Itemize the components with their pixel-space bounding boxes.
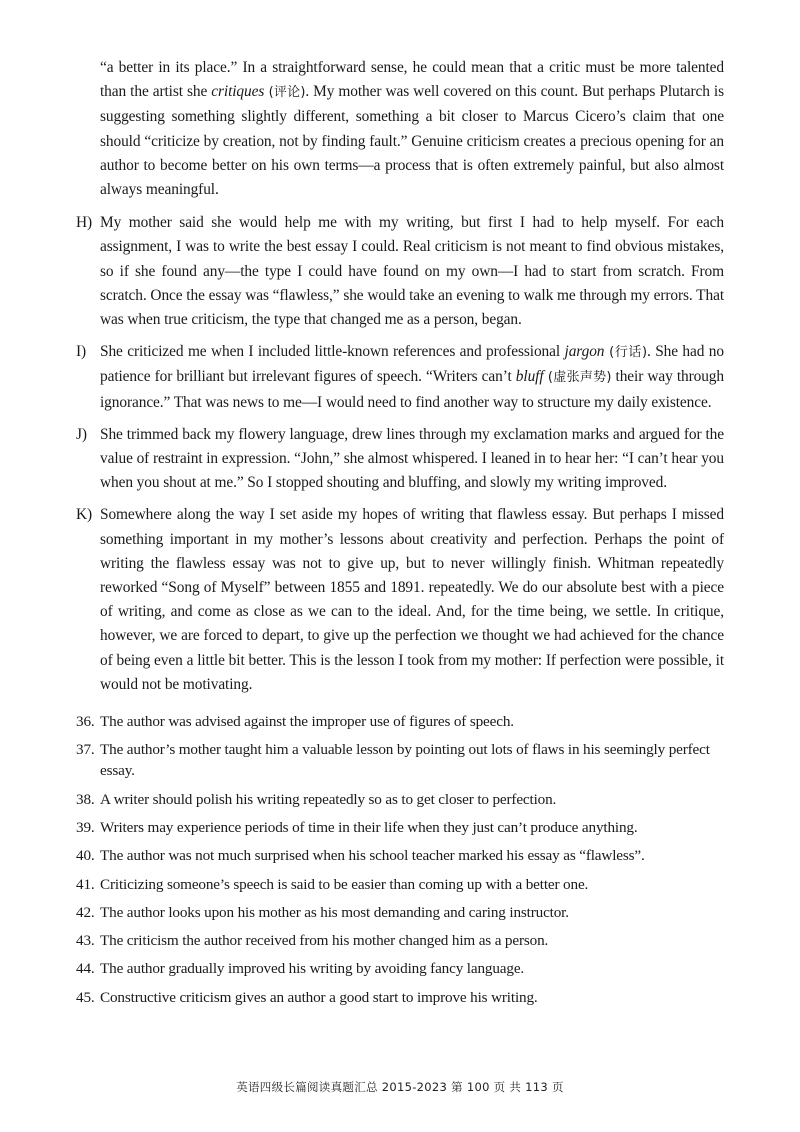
question-text: The author’s mother taught him a valuable lesson by pointing out lots of flaws in his seemingly perfect essay. (100, 741, 710, 780)
page-footer: 英语四级长篇阅读真题汇总 2015-2023 第 100 页 共 113 页 (236, 1080, 564, 1094)
text-run: . She had no patience for brilliant but irrelevant figures of speech. “Writers can’t (100, 343, 725, 386)
question-number: 44. (76, 960, 95, 978)
text-run: their way through ignorance.” That was news to me—I would need to find another way to structure my daily existence. (100, 368, 725, 411)
paragraph-text (100, 343, 724, 410)
question-item (76, 845, 724, 866)
paragraph-i (76, 340, 724, 415)
question-number: 36. (76, 713, 95, 731)
question-text: The author gradually improved his writing by avoiding fancy language. (100, 960, 525, 978)
question-item (76, 958, 724, 979)
question-number: 38. (76, 790, 95, 808)
chinese-gloss: (评论) (264, 85, 306, 101)
question-text: The author looks upon his mother as his most demanding and caring instructor. (100, 903, 569, 921)
paragraph-j (76, 423, 724, 496)
question-text: Constructive criticism gives an author a good start to improve his writing. (100, 988, 538, 1006)
paragraph-k (76, 503, 724, 697)
question-number: 41. (76, 875, 95, 893)
paragraph-label: I) (76, 343, 87, 361)
text-run: My mother said she would help me with my writing, but first I had to help myself. For each assignment, I was to write the best essay I could. Real criticism is not meant to find obvious mistakes, so if she found any—the type I could have found on my own—I had to start from scratch. From scratch. Once the essay was “flawless,” she would take an evening to walk me through my errors. That was when true criticism, the type that changed me as a person, began. (100, 214, 724, 329)
question-item (76, 789, 724, 810)
chinese-gloss: (行话) (604, 345, 647, 361)
question-number: 45. (76, 988, 95, 1006)
paragraph-text (100, 426, 724, 491)
chinese-gloss: (虚张声势) (543, 370, 612, 386)
paragraph-label: J) (76, 425, 87, 443)
question-list (76, 711, 724, 1008)
italic-term: critiques (211, 83, 265, 101)
question-text: The criticism the author received from his mother changed him as a person. (100, 932, 549, 950)
text-run: She criticized me when I included little-known references and professional (100, 343, 565, 361)
paragraph-label: K) (76, 506, 93, 524)
text-run: “a better in its place.” In a straightforward sense, he could mean that a critic must be more talented than the artist she (100, 59, 724, 101)
question-text: The author was not much surprised when his school teacher marked his essay as “flawless”. (100, 847, 645, 865)
question-text: A writer should polish his writing repeatedly so as to get closer to perfection. (100, 790, 557, 808)
question-item (76, 987, 724, 1008)
paragraph-text (100, 214, 724, 328)
paragraph-g-continuation (76, 56, 724, 202)
question-text: Criticizing someone’s speech is said to be easier than coming up with a better one. (100, 875, 589, 893)
question-number: 40. (76, 847, 95, 865)
italic-term: jargon (564, 343, 605, 361)
text-run: . My mother was well covered on this count. But perhaps Plutarch is suggesting something slightly different, something a bit closer to Marcus Cicero’s claim that one should “criticize by creation, not by finding fault.” Genuine criticism creates a precious opening for an author to become better on his own terms—a process that is often extremely painful, but also almost always meaningful. (100, 83, 724, 199)
question-number: 37. (76, 741, 95, 759)
paragraph-text (100, 506, 724, 692)
question-item (76, 739, 724, 781)
question-item (76, 874, 724, 895)
question-item (76, 902, 724, 923)
question-number: 42. (76, 903, 95, 921)
document-content (76, 56, 724, 1015)
question-item (76, 711, 724, 732)
paragraph-h (76, 211, 724, 332)
question-number: 39. (76, 818, 95, 836)
question-text: Writers may experience periods of time in their life when they just can’t produce anything. (100, 818, 638, 836)
text-run: She trimmed back my flowery language, drew lines through my exclamation marks and argued for the value of restraint in expression. “John,” she almost whispered. I leaned in to hear her: “I can’t hear you when you shout at me.” So I stopped shouting and bluffing, and slowly my writing improved. (100, 425, 724, 492)
question-item (76, 817, 724, 838)
text-run: Somewhere along the way I set aside my hopes of writing that flawless essay. But perhaps I missed something important in my mother’s lessons about creativity and perfection. Perhaps the point of writing the flawless essay was not to give up, but to never willingly finish. Whitman repeatedly reworked “Song of Myself” between 1855 and 1891. repeatedly. We do our absolute best with a piece of writing, and come as close as we can to the ideal. And, for the time being, we settle. In critique, however, we are forced to depart, to give up the perfection we thought we had achieved for the chance of being even a little bit better. This is the lesson I took from my mother: If perfection were possible, it would not be motivating. (100, 506, 724, 693)
paragraph-label: H) (76, 214, 93, 232)
question-number: 43. (76, 932, 95, 950)
question-item (76, 930, 724, 951)
italic-term: bluff (515, 368, 544, 386)
question-text: The author was advised against the improper use of figures of speech. (100, 713, 514, 731)
